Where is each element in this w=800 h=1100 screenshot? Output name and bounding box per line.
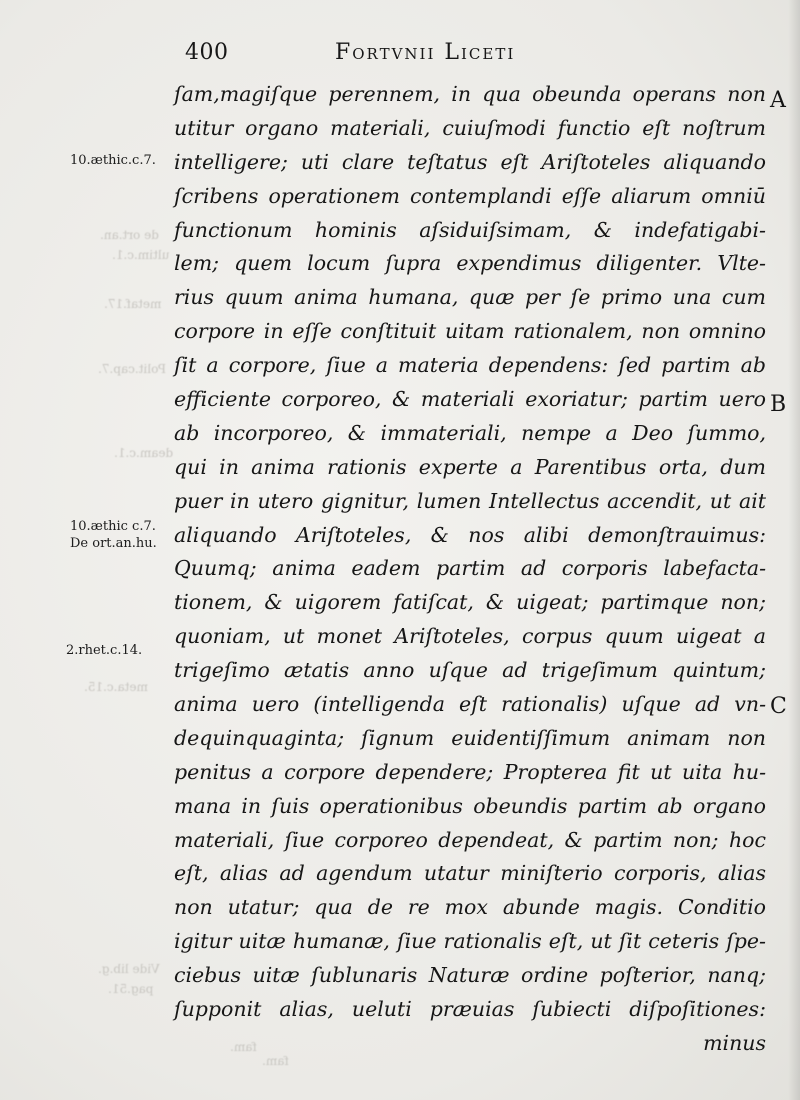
text-line: corpore in eſſe conſtituit uitam rationalem, non omnino (174, 319, 766, 344)
page-edge-shadow (788, 0, 800, 1100)
text-line: anima uero (intelligenda eſt rationalis) uſque ad vn- (174, 692, 766, 717)
text-line: Quumq; anima eadem partim ad corporis labefacta- (174, 556, 766, 581)
text-line: quoniam, ut monet Ariſtoteles, corpus quum uigeat a (174, 624, 766, 649)
running-title: Fortvnii Liceti (335, 40, 516, 65)
show-through-text: de ort.an. ultim.c.1. metaf.17. Polit.cap.7. deam.c.1. meta.c.15. Vide lib.g. pag.51. fam. fam. (84, 228, 289, 1068)
section-marker-b: B (770, 392, 787, 417)
text-line: trigeſimo ætatis anno uſque ad trigeſimum quintum; (174, 658, 766, 683)
text-line: ab incorporeo, & immateriali, nempe a Deo ſummo, (174, 420, 766, 445)
text-line: aliquando Ariſtoteles, & nos alibi demonſtrauimus: (174, 522, 766, 547)
text-line: functionum hominis aſsiduiſsimam, & indefatigabi- (174, 217, 766, 242)
page-header (185, 40, 775, 76)
text-line: ſam,magiſque perennem, in qua obeunda operans non (174, 82, 766, 106)
text-line: intelligere; uti clare teſtatus eſt Ariſtoteles aliquando (174, 149, 766, 174)
catchword: minus (703, 1030, 766, 1055)
text-line: dequinquaginta; ſignum euidentiſſimum animam non (174, 725, 766, 750)
text-line: lem; quem locum ſupra expendimus diligenter. Vlte- (174, 251, 766, 276)
text-line: igitur uitæ humanæ, ſiue rationalis eſt, ut ſit ceteris ſpe- (174, 929, 766, 954)
text-line: utitur organo materiali, cuiuſmodi functio eſt noſtrum (174, 115, 766, 140)
section-marker-a: A (770, 88, 786, 113)
text-line: ciebus uitæ ſublunaris Naturæ ordine poſterior, nanq; (174, 963, 766, 988)
text-line: qui in anima rationis experte a Parentibus orta, dum (174, 454, 766, 479)
text-line: eſt, alias ad agendum utatur miniſterio corporis, alias (174, 861, 766, 886)
margin-note: De ort.an.hu. (70, 536, 157, 551)
text-line: non utatur; qua de re mox abunde magis. Conditio (174, 895, 766, 920)
margin-note: 10.æthic.c.7. (70, 153, 156, 168)
text-line: rius quum anima humana, quæ per ſe primo una cum (174, 285, 766, 310)
text-line: mana in ſuis operationibus obeundis partim ab organo (174, 793, 766, 818)
text-line: ſupponit alias, ueluti præuias ſubiecti diſpoſitiones: (174, 997, 766, 1022)
text-line: ſit a corpore, ſiue a materia dependens: ſed partim ab (174, 353, 766, 378)
section-marker-c: C (770, 694, 787, 719)
page-number: 400 (185, 40, 229, 65)
margin-note: 10.æthic c.7. (70, 519, 156, 534)
margin-note: 2.rhet.c.14. (66, 643, 143, 658)
text-line: tionem, & uigorem fatiſcat, & uigeat; partimque non; (174, 590, 766, 615)
text-line: ſcribens operationem contemplandi eſſe aliarum omniū (174, 183, 766, 208)
text-line: efficiente corporeo, & materiali exoriatur; partim uero (174, 387, 766, 412)
main-text-block (174, 78, 766, 1061)
text-line: puer in utero gignitur, lumen Intellectus accendit, ut ait (174, 488, 766, 513)
text-line: materiali, ſiue corporeo dependeat, & partim non; hoc (174, 827, 766, 852)
text-line: penitus a corpore dependere; Propterea fit ut uita hu- (174, 759, 766, 784)
